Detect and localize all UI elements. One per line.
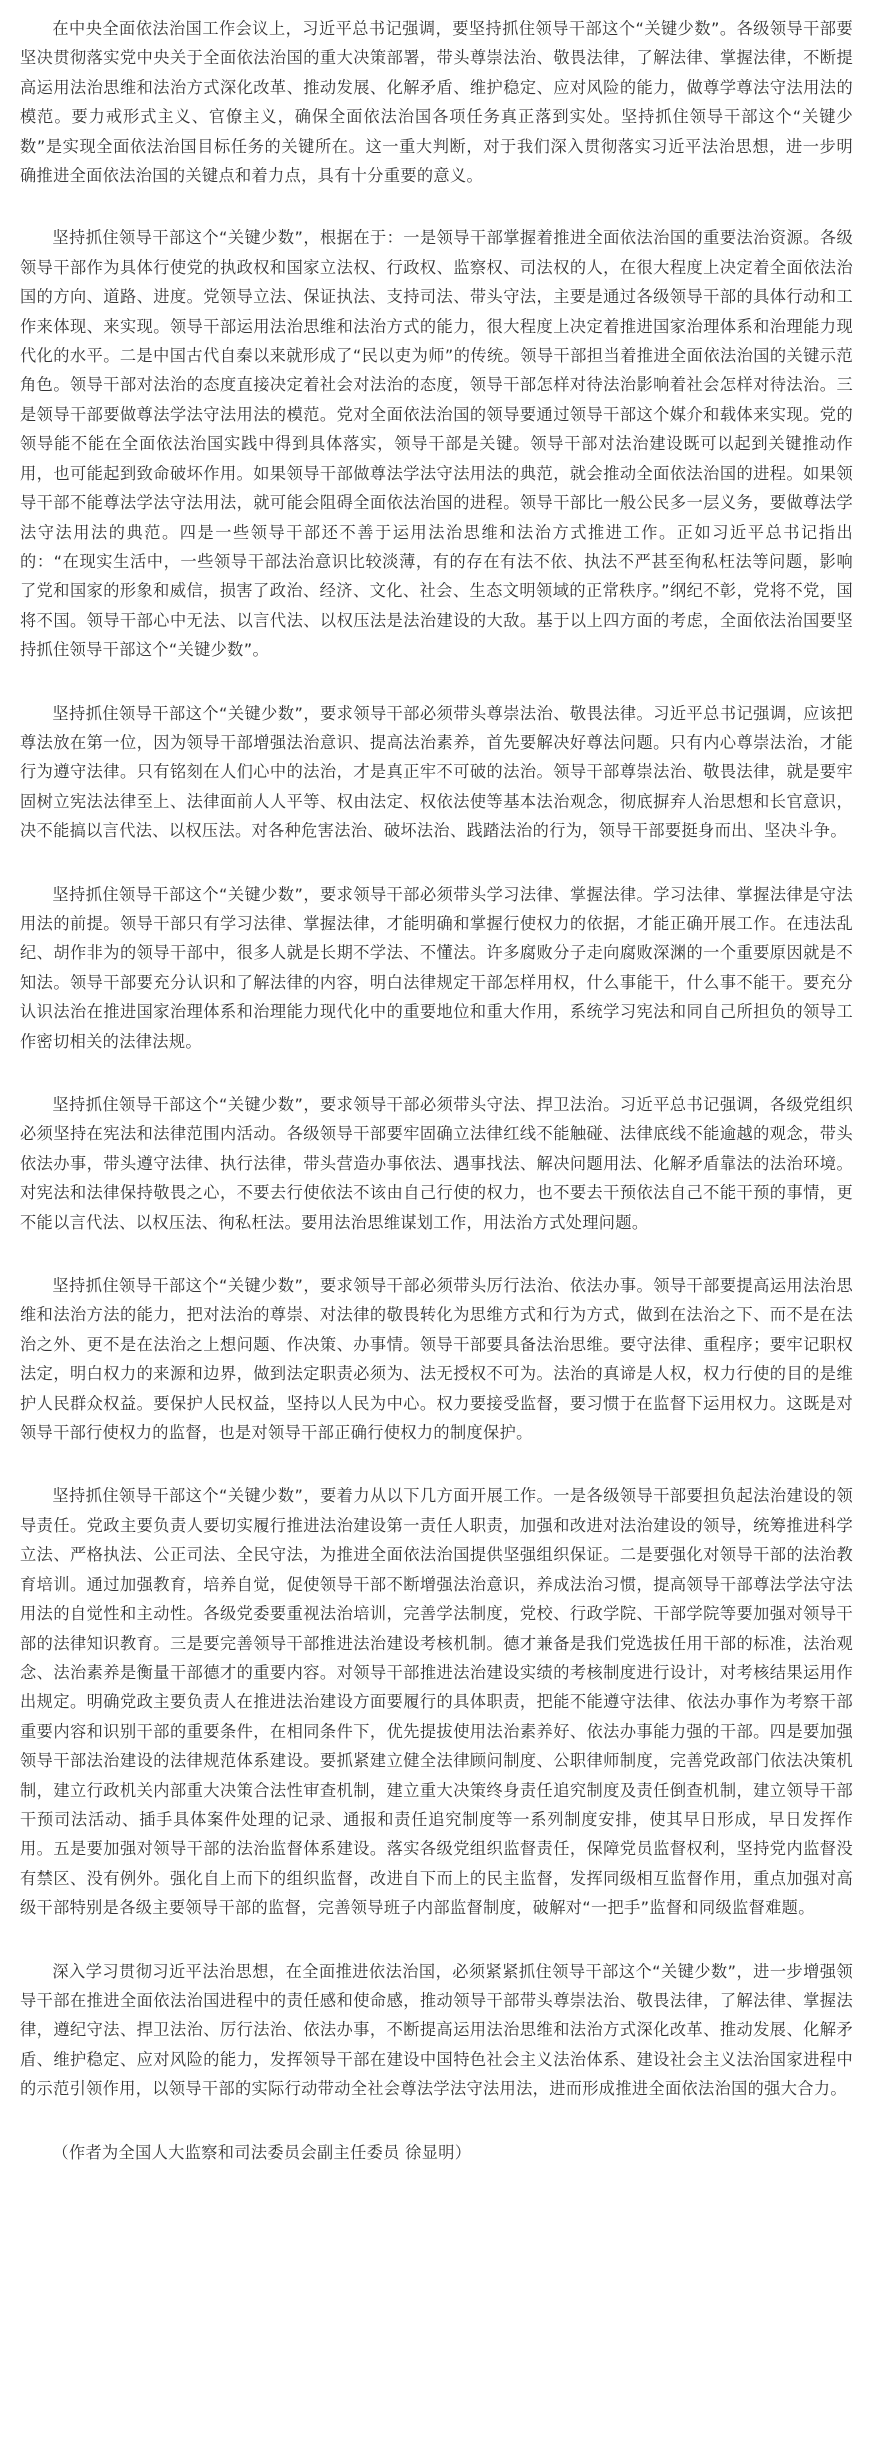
paragraph-2: 坚持抓住领导干部这个“关键少数”，根据在于：一是领导干部掌握着推进全面依法治国的重要法治资源。各级领导干部作为具体行使党的执政权和国家立法权、行政权、监察权、司法权的人，在很大程度上决定着全面依法治国的方向、道路、进度。党领导立法、保证执法、支持司法、带头守法，主要是通过各级领导干部的具体行动和工作来体现、来实现。领导干部运用法治思维和法治方式的能力，很大程度上决定着推进国家治理体系和治理能力现代化的水平。二是中国古代自秦以来就形成了“民以吏为师”的传统。领导干部担当着推进全面依法治国的关键示范角色。领导干部对法治的态度直接决定着社会对法治的态度，领导干部怎样对待法治影响着社会怎样对待法治。三是领导干部要做尊法学法守法用法的模范。党对全面依法治国的领导要通过领导干部这个媒介和载体来实现。党的领导能不能在全面依法治国实践中得到具体落实，领导干部是关键。领导干部对法治建设既可以起到关键推动作用，也可能起到致命破坏作用。如果领导干部做尊法学法守法用法的典范，就会推动全面依法治国的进程。如果领导干部不能尊法学法守法用法，就可能会阻碍全面依法治国的进程。领导干部比一般公民多一层义务，要做尊法学法守法用法的典范。四是一些领导干部还不善于运用法治思维和法治方式推进工作。正如习近平总书记指出的：“在现实生活中，一些领导干部法治意识比较淡薄，有的存在有法不依、执法不严甚至徇私枉法等问题，影响了党和国家的形象和威信，损害了政治、经济、文化、社会、生态文明领域的正常秩序。”纲纪不彰，党将不党，国将不国。领导干部心中无法、以言代法、以权压法是法治建设的大敌。基于以上四方面的考虑，全面依法治国要坚持抓住领导干部这个“关键少数”。 xyxy=(20,228,853,660)
paragraph-3: 坚持抓住领导干部这个“关键少数”，要求领导干部必须带头尊崇法治、敬畏法律。习近平总书记强调，应该把尊法放在第一位，因为领导干部增强法治意识、提高法治素养，首先要解决好尊法问题。只有内心尊崇法治，才能行为遵守法律。只有铭刻在人们心中的法治，才是真正牢不可破的法治。领导干部尊崇法治、敬畏法律，就是要牢固树立宪法法律至上、法律面前人人平等、权由法定、权依法使等基本法治观念，彻底摒弃人治思想和长官意识，决不能搞以言代法、以权压法。对各种危害法治、破坏法治、践踏法治的行为，领导干部要挺身而出、坚决斗争。 xyxy=(20,703,853,841)
paragraph-5: 坚持抓住领导干部这个“关键少数”，要求领导干部必须带头守法、捍卫法治。习近平总书记强调，各级党组织必须坚持在宪法和法律范围内活动。各级领导干部要牢固确立法律红线不能触碰、法律底线不能逾越的观念，带头依法办事，带头遵守法律、执行法律，带头营造办事依法、遇事找法、解决问题用法、化解矛盾靠法的法治环境。对宪法和法律保持敬畏之心，不要去行使依法不该由自己行使的权力，也不要去干预依法自己不能干预的事情，更不能以言代法、以权压法、徇私枉法。要用法治思维谋划工作，用法治方式处理问题。 xyxy=(20,1095,853,1232)
paragraph-8: 深入学习贯彻习近平法治思想，在全面推进依法治国，必须紧紧抓住领导干部这个“关键少数”，进一步增强领导干部在推进全面依法治国进程中的责任感和使命感，推动领导干部带头尊崇法治、敬畏法律，了解法律、掌握法律，遵纪守法、捍卫法治、厉行法治、依法办事，不断提高运用法治思维和法治方式深化改革、推动发展、化解矛盾、维护稳定、应对风险的能力，发挥领导干部在建设中国特色社会主义法治体系、建设社会主义法治国家进程中的示范引领作用，以领导干部的实际行动带动全社会尊法学法守法用法，进而形成推进全面依法治国的强大合力。 xyxy=(20,1961,853,2099)
paragraph-1: 在中央全面依法治国工作会议上，习近平总书记强调，要坚持抓住领导干部这个“关键少数”。各级领导干部要坚决贯彻落实党中央关于全面依法治国的重大决策部署，带头尊崇法治、敬畏法律，了解法律、掌握法律，不断提高运用法治思维和法治方式深化改革、推动发展、化解矛盾、维护稳定、应对风险的能力，做尊学尊法守法用法的模范。要力戒形式主义、官僚主义，确保全面依法治国各项任务真正落到实处。坚持抓住领导干部这个“关键少数”是实现全面依法治国目标任务的关键所在。这一重大判断，对于我们深入贯彻落实习近平法治思想，进一步明确推进全面依法治国的关键点和着力点，具有十分重要的意义。 xyxy=(20,19,853,186)
paragraph-7: 坚持抓住领导干部这个“关键少数”，要着力从以下几方面开展工作。一是各级领导干部要担负起法治建设的领导责任。党政主要负责人要切实履行推进法治建设第一责任人职责，加强和改进对法治建设的领导，统筹推进科学立法、严格执法、公正司法、全民守法，为推进全面依法治国提供坚强组织保证。二是要强化对领导干部的法治教育培训。通过加强教育，培养自觉，促使领导干部不断增强法治意识，养成法治习惯，提高领导干部尊法学法守法用法的自觉性和主动性。各级党委要重视法治培训，完善学法制度，党校、行政学院、干部学院等要加强对领导干部的法律知识教育。三是要完善领导干部推进法治建设考核机制。德才兼备是我们党选拔任用干部的标准，法治观念、法治素养是衡量干部德才的重要内容。对领导干部推进法治建设实绩的考核制度进行设计，对考核结果运用作出规定。明确党政主要负责人在推进法治建设方面要履行的具体职责，把能不能遵守法律、依法办事作为考察干部重要内容和识别干部的重要条件，在相同条件下，优先提拔使用法治素养好、依法办事能力强的干部。四是要加强领导干部法治建设的法律规范体系建设。要抓紧建立健全法律顾问制度、公职律师制度，完善党政部门依法决策机制，建立行政机关内部重大决策合法性审查机制，建立重大决策终身责任追究制度及责任倒查机制，建立领导干部干预司法活动、插手具体案件处理的记录、通报和责任追究制度等一系列制度安排，使其早日形成，早日发挥作用。五是要加强对领导干部的法治监督体系建设。落实各级党组织监督责任，保障党员监督权利，坚持党内监督没有禁区、没有例外。强化自上而下的组织监督，改进自下而上的民主监督，发挥同级相互监督作用，重点加强对高级干部特别是各级主要领导干部的监督，完善领导班子内部监督制度，破解对“一把手”监督和同级监督难题。 xyxy=(20,1486,853,1918)
paragraph-6: 坚持抓住领导干部这个“关键少数”，要求领导干部必须带头厉行法治、依法办事。领导干部要提高运用法治思维和法治方法的能力，把对法治的尊崇、对法律的敬畏转化为思维方式和行为方式，做到在法治之下、而不是在法治之外、更不是在法治之上想问题、作决策、办事情。领导干部要具备法治思维。要守法律、重程序；要牢记职权法定，明白权力的来源和边界，做到法定职责必须为、法无授权不可为。法治的真谛是人权，权力行使的目的是维护人民群众权益。要保护人民权益，坚持以人民为中心。权力要接受监督，要习惯于在监督下运用权力。这既是对领导干部行使权力的监督，也是对领导干部正确行使权力的制度保护。 xyxy=(20,1276,853,1443)
author-byline: （作者为全国人大监察和司法委员会副主任委员 徐显明） xyxy=(52,2142,472,2162)
paragraph-4: 坚持抓住领导干部这个“关键少数”，要求领导干部必须带头学习法律、掌握法律。学习法律、掌握法律是守法用法的前提。领导干部只有学习法律、掌握法律，才能明确和掌握行使权力的依据，才能正确开展工作。在违法乱纪、胡作非为的领导干部中，很多人就是长期不学法、不懂法。许多腐败分子走向腐败深渊的一个重要原因就是不知法。领导干部要充分认识和了解法律的内容，明白法律规定干部怎样用权，什么事能干，什么事不能干。要充分认识法治在推进国家治理体系和治理能力现代化中的重要地位和重大作用，系统学习宪法和同自己所担负的领导工作密切相关的法律法规。 xyxy=(20,884,853,1051)
